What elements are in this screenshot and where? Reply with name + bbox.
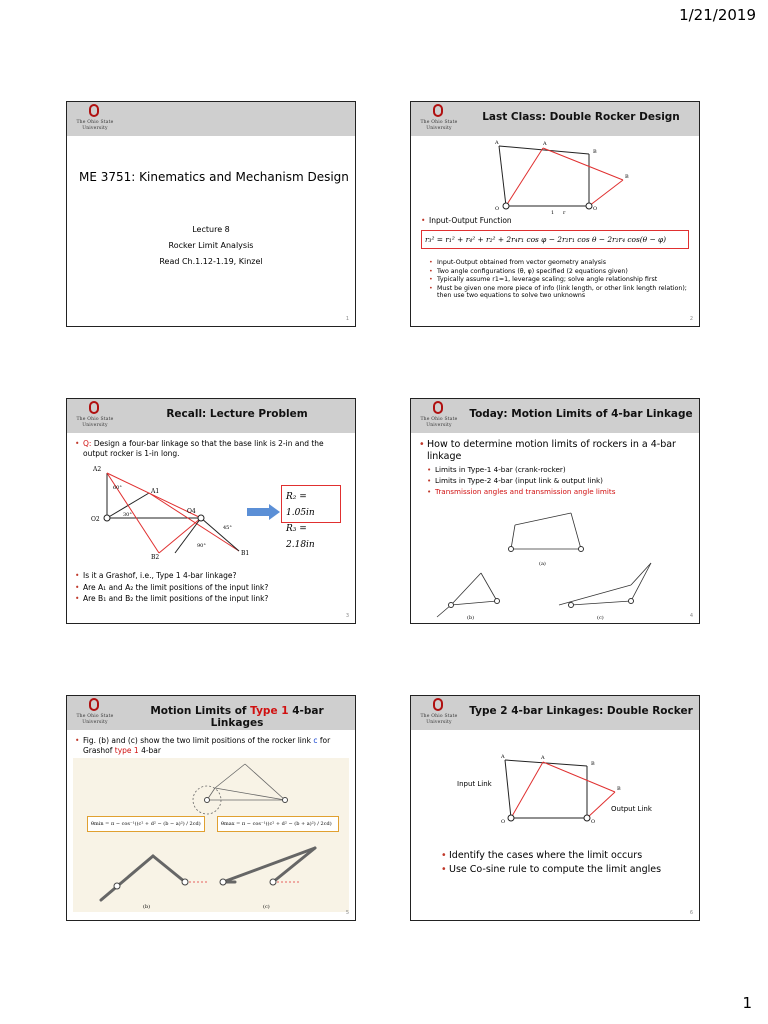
svg-text:1: 1 <box>551 210 555 216</box>
note-item: • Input-Output obtained from vector geometry analysis <box>429 259 691 267</box>
course-title: ME 3751: Kinematics and Mechanism Design <box>79 170 349 184</box>
svg-text:O4: O4 <box>187 508 196 515</box>
main-bullets <box>419 439 695 498</box>
logo-line1: The Ohio State <box>420 120 458 125</box>
svg-text:30°: 30° <box>123 512 132 518</box>
question-list <box>75 571 349 606</box>
slide-title: Last Class: Double Rocker Design <box>482 111 680 123</box>
slide-number: 5 <box>345 910 349 916</box>
approach-bullets <box>441 850 691 878</box>
osu-logo <box>69 698 121 728</box>
slide-4 <box>410 398 700 624</box>
osu-block-o-icon <box>433 698 443 711</box>
input-link-label: Input Link <box>457 780 492 788</box>
svg-text:A: A <box>501 754 505 760</box>
osu-logo <box>413 104 465 134</box>
slide-title: Type 2 4-bar Linkages: Double Rocker <box>469 705 693 717</box>
slide-2 <box>410 101 700 327</box>
output-link-label: Output Link <box>611 805 652 813</box>
svg-text:(a): (a) <box>539 561 546 567</box>
slide-5 <box>66 695 356 921</box>
answer-r2: R₂ = 1.05in <box>286 492 315 518</box>
slide-number: 4 <box>689 613 693 619</box>
osu-block-o-icon <box>433 104 443 117</box>
osu-logo <box>69 401 121 431</box>
svg-text:B: B <box>593 149 597 155</box>
svg-text:(b): (b) <box>467 615 475 620</box>
svg-text:B: B <box>625 174 629 180</box>
logo-line1: The Ohio State <box>76 120 114 125</box>
sub-bullet: • Limits in Type-1 4-bar (crank-rocker) <box>427 465 695 474</box>
lecture-reading: Read Ch.1.12-1.19, Kinzel <box>159 257 263 266</box>
slide-number: 2 <box>689 316 693 322</box>
slide-header <box>67 399 355 433</box>
slide-number: 6 <box>689 910 693 916</box>
lecture-number: Lecture 8 <box>192 225 230 234</box>
logo-line2: University <box>426 126 452 131</box>
slide-3 <box>66 398 356 624</box>
bullet-text-pre: Fig. (b) and (c) show the two limit positions of the rocker link <box>83 736 314 745</box>
slide-header <box>411 399 699 433</box>
svg-text:(c): (c) <box>597 615 604 620</box>
figure-bullet <box>75 736 349 757</box>
logo-line2: University <box>82 126 108 131</box>
question-item <box>75 439 349 458</box>
page-date: 1/21/2019 <box>679 6 756 24</box>
slide-header <box>67 102 355 136</box>
double-rocker-diagram <box>411 136 700 216</box>
bullet-item: • Use Co-sine rule to compute the limit angles <box>441 864 691 876</box>
lecture-problem-diagram <box>89 463 269 563</box>
question-item: • Are B₁ and B₂ the limit positions of the input link? <box>75 594 349 604</box>
logo-line1: The Ohio State <box>76 417 114 422</box>
slide-number: 3 <box>345 613 349 619</box>
svg-text:O: O <box>495 206 500 212</box>
slide-6 <box>410 695 700 921</box>
question-item: • Are A₁ and A₂ the limit positions of the input link? <box>75 583 349 593</box>
logo-line2: University <box>82 423 108 428</box>
title-post: 4-bar Linkages <box>210 705 324 729</box>
osu-block-o-icon <box>89 698 99 711</box>
osu-block-o-icon <box>89 104 99 117</box>
note-item: • Must be given one more piece of info (link length, or other link length relation); then use two equations to solve two unknowns <box>429 285 691 300</box>
fig-c-label: (c) <box>263 904 270 910</box>
arrow-icon <box>247 504 281 520</box>
main-bullet: • How to determine motion limits of rockers in a 4-bar linkage <box>419 439 695 463</box>
answer-r3: R₃ = 2.18in <box>286 524 315 550</box>
bullet-item: • Identify the cases where the limit occurs <box>441 850 691 862</box>
slide-title: Recall: Lecture Problem <box>166 408 308 420</box>
double-rocker-diagram <box>501 752 700 832</box>
logo-line1: The Ohio State <box>76 714 114 719</box>
svg-text:O: O <box>593 206 598 212</box>
slide-title: Today: Motion Limits of 4-bar Linkage <box>469 408 693 420</box>
osu-logo <box>413 698 465 728</box>
osu-block-o-icon <box>433 401 443 414</box>
bullet-item <box>75 736 349 755</box>
svg-text:45°: 45° <box>223 525 232 531</box>
svg-text:60°: 60° <box>113 485 122 491</box>
sub-bullet-highlight: • Transmission angles and transmission angle limits <box>427 487 695 496</box>
title-type: Type 1 <box>250 705 289 717</box>
logo-line1: The Ohio State <box>420 417 458 422</box>
io-bullet <box>421 216 691 228</box>
bullet-item: • Input-Output Function <box>421 216 691 226</box>
question-item: • Is it a Grashof, i.e., Type 1 4-bar linkage? <box>75 571 349 581</box>
crank-rocker-top-figure <box>185 756 325 818</box>
svg-text:B: B <box>617 786 621 792</box>
io-equation-box: r₃² = r₁² + r₄² + r₂² + 2r₄r₁ cos φ − 2r₂r₁ cos θ − 2r₂r₄ cos(θ − φ) <box>421 230 689 249</box>
q-text: Design a four-bar linkage so that the base link is 2-in and the output rocker is 1-in long. <box>83 439 324 458</box>
logo-line2: University <box>426 720 452 725</box>
sub-bullet: • Limits in Type-2 4-bar (input link & output link) <box>427 476 695 485</box>
bullet-mid: for Grashof <box>83 736 331 755</box>
logo-line2: University <box>82 720 108 725</box>
svg-text:90°: 90° <box>197 543 206 549</box>
svg-text:A1: A1 <box>151 488 160 495</box>
svg-text:A2: A2 <box>93 466 102 473</box>
theta-max-equation: θmax = π − cos⁻¹((c² + d² − (b + a)²) / 2cd) <box>217 816 339 832</box>
theta-min-equation: θmin = π − cos⁻¹((c² + d² − (b − a)²) / 2cd) <box>87 816 205 832</box>
svg-text:A: A <box>541 755 545 761</box>
logo-line1: The Ohio State <box>420 714 458 719</box>
lecture-topic: Rocker Limit Analysis <box>168 241 254 250</box>
limit-position-figures <box>73 842 349 912</box>
svg-text:r: r <box>563 210 566 216</box>
problem-statement <box>75 439 349 460</box>
four-bar-figures <box>431 505 691 620</box>
slide-header <box>411 696 699 730</box>
slide-header <box>411 102 699 136</box>
svg-text:A: A <box>543 141 547 147</box>
svg-text:B2: B2 <box>151 554 160 561</box>
svg-text:B: B <box>591 761 595 767</box>
slide-number: 1 <box>345 316 349 322</box>
svg-text:O2: O2 <box>91 516 100 523</box>
note-item: • Two angle configurations (θ, φ) specified (2 equations given) <box>429 268 691 276</box>
slide-header <box>67 696 355 730</box>
fig-b-label: (b) <box>143 904 151 910</box>
svg-text:O: O <box>591 819 596 825</box>
title-pre: Motion Limits of <box>150 705 251 717</box>
io-notes <box>429 259 691 301</box>
bullet-post: 4-bar <box>138 745 161 755</box>
note-item: • Typically assume r1=1, leverage scaling; solve angle relationship first <box>429 276 691 284</box>
slide-1 <box>66 101 356 327</box>
svg-text:O: O <box>501 819 506 825</box>
logo-line2: University <box>426 423 452 428</box>
page-number: 1 <box>742 994 752 1012</box>
osu-logo <box>413 401 465 431</box>
svg-text:B1: B1 <box>241 550 250 557</box>
bullet-c: c <box>313 736 318 745</box>
answer-box <box>281 485 341 550</box>
osu-block-o-icon <box>89 401 99 414</box>
bullet-type: type 1 <box>114 745 139 755</box>
slide-title <box>125 705 349 729</box>
svg-text:A: A <box>495 140 499 146</box>
osu-logo <box>69 104 121 134</box>
q-prefix: Q: <box>83 439 92 448</box>
lecture-info <box>67 222 355 270</box>
